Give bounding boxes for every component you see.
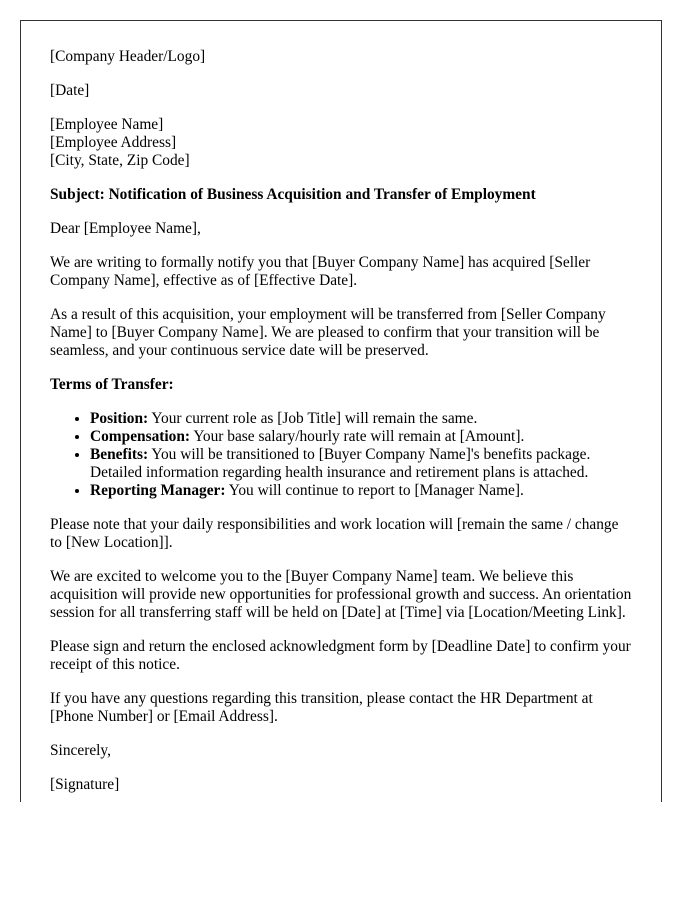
terms-heading: Terms of Transfer: — [50, 376, 174, 393]
terms-item-label: Benefits: — [90, 446, 149, 463]
terms-item-reporting-manager — [90, 482, 632, 500]
subject-line: Subject: Notification of Business Acquisition and Transfer of Employment — [50, 186, 536, 203]
recipient-name: [Employee Name] — [50, 116, 164, 133]
recipient-block — [50, 116, 632, 170]
terms-item-text: Your base salary/hourly rate will remain at [Amount]. — [190, 428, 525, 445]
terms-list — [50, 410, 632, 500]
acknowledgment-paragraph: Please sign and return the enclosed acknowledgment form by [Deadline Date] to confirm your receipt of this notice. — [50, 638, 631, 673]
terms-item-text: You will continue to report to [Manager Name]. — [225, 482, 524, 499]
location-note-paragraph: Please note that your daily responsibilities and work location will [remain the same / change to [New Location]]. — [50, 516, 619, 551]
terms-item-compensation — [90, 428, 632, 446]
terms-item-text: You will be transitioned to [Buyer Company Name]'s benefits package. Detailed information regarding health insurance and retirement plans is attached. — [90, 446, 591, 481]
terms-item-label: Reporting Manager: — [90, 482, 226, 499]
letter-page — [20, 20, 662, 802]
terms-item-label: Compensation: — [90, 428, 191, 445]
company-header: [Company Header/Logo] — [50, 48, 206, 65]
document-viewport — [20, 20, 662, 802]
contact-paragraph: If you have any questions regarding this transition, please contact the HR Department at [Phone Number] or [Email Address]. — [50, 690, 593, 725]
salutation: Dear [Employee Name], — [50, 220, 201, 237]
terms-item-position — [90, 410, 632, 428]
terms-item-benefits — [90, 446, 632, 482]
signature: [Signature] — [50, 776, 120, 793]
recipient-address: [Employee Address] — [50, 134, 177, 151]
terms-item-label: Position: — [90, 410, 149, 427]
terms-item-text: Your current role as [Job Title] will remain the same. — [148, 410, 478, 427]
letter-date: [Date] — [50, 82, 90, 99]
acquisition-notice-paragraph: We are writing to formally notify you that [Buyer Company Name] has acquired [Seller Company Name], effective as of [Effective Date]. — [50, 254, 591, 289]
sign-off: Sincerely, — [50, 742, 111, 759]
welcome-paragraph: We are excited to welcome you to the [Buyer Company Name] team. We believe this acquisition will provide new opportunities for professional growth and success. An orientation session for all transferring staff will be held on [Date] at [Time] via [Location/Meeting Link]. — [50, 568, 632, 621]
transfer-notice-paragraph: As a result of this acquisition, your employment will be transferred from [Seller Company Name] to [Buyer Company Name]. We are pleased to confirm that your transition will be seamless, and your continuous service date will be preserved. — [50, 306, 606, 359]
recipient-city-state-zip: [City, State, Zip Code] — [50, 152, 190, 169]
